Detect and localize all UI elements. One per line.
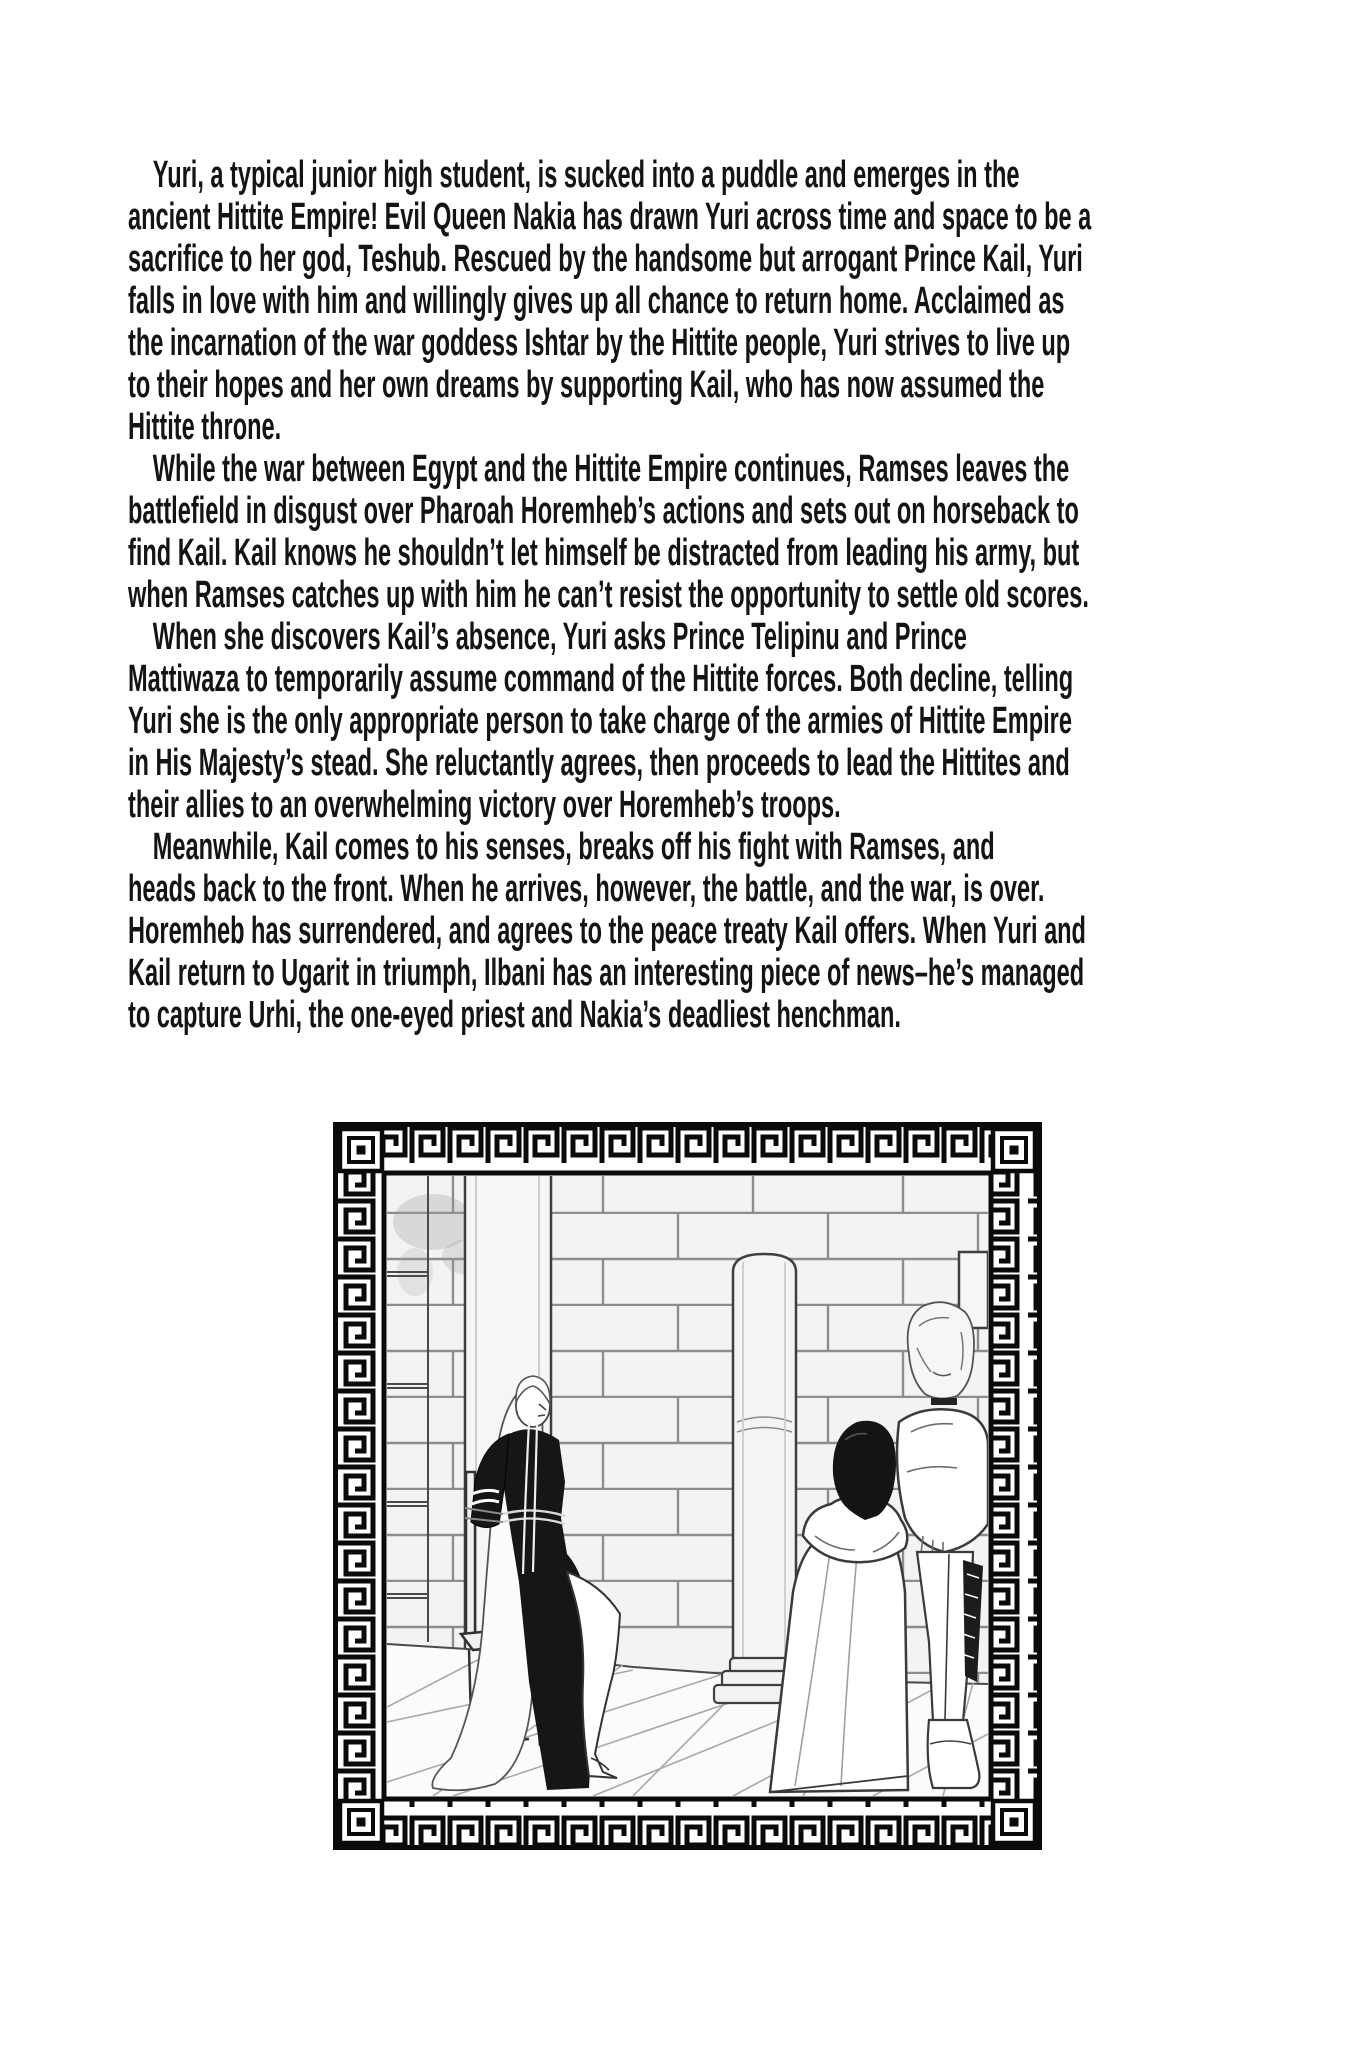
synopsis-line: ancient Hittite Empire! Evil Queen Nakia has drawn Yuri across time and space to be a <box>128 196 1092 238</box>
synopsis-line: to capture Urhi, the one-eyed priest and Nakia’s deadliest henchman. <box>128 994 901 1036</box>
synopsis-line: falls in love with him and willingly gives up all chance to return home. Acclaimed as <box>128 280 1065 322</box>
paragraph <box>128 154 1225 448</box>
synopsis-line: the incarnation of the war goddess Ishtar by the Hittite people, Yuri strives to live up <box>128 322 1071 364</box>
border-corner-ornament <box>340 1801 382 1843</box>
synopsis <box>128 154 1225 1036</box>
synopsis-line: find Kail. Kail knows he shouldn’t let himself be distracted from leading his army, but <box>128 532 1080 574</box>
paragraph <box>128 826 1225 1036</box>
synopsis-line: in His Majesty’s stead. She reluctantly agrees, then proceeds to lead the Hittites and <box>128 742 1070 784</box>
synopsis-line: to their hopes and her own dreams by supporting Kail, who has now assumed the <box>128 364 1045 406</box>
synopsis-line: Hittite throne. <box>128 406 282 448</box>
paragraph <box>128 616 1225 826</box>
manga-illustration <box>333 1122 1042 1850</box>
synopsis-line: Mattiwaza to temporarily assume command of the Hittite forces. Both decline, telling <box>128 658 1074 700</box>
synopsis-line: Meanwhile, Kail comes to his senses, breaks off his fight with Ramses, and <box>152 826 995 868</box>
synopsis-line: sacrifice to her god, Teshub. Rescued by the handsome but arrogant Prince Kail, Yuri <box>128 238 1083 280</box>
framed-manga-panel <box>333 1122 1042 1850</box>
synopsis-line: While the war between Egypt and the Hittite Empire continues, Ramses leaves the <box>152 448 1070 490</box>
border-corner-ornament <box>993 1129 1035 1171</box>
synopsis-line: Yuri she is the only appropriate person to take charge of the armies of Hittite Empire <box>128 700 1072 742</box>
synopsis-line: when Ramses catches up with him he can’t resist the opportunity to settle old scores. <box>128 574 1089 616</box>
synopsis-line: Yuri, a typical junior high student, is sucked into a puddle and emerges in the <box>152 154 1020 196</box>
border-corner-ornament <box>993 1801 1035 1843</box>
shoulder-shawl <box>897 1409 988 1552</box>
synopsis-block <box>128 154 1365 1036</box>
synopsis-line: When she discovers Kail’s absence, Yuri asks Prince Telipinu and Prince <box>152 616 967 658</box>
paragraph <box>128 448 1225 616</box>
synopsis-line: battlefield in disgust over Pharoah Horemheb’s actions and sets out on horseback to <box>128 490 1079 532</box>
synopsis-line: Kail return to Ugarit in triumph, Ilbani has an interesting piece of news–he’s managed <box>128 952 1085 994</box>
border-corner-ornament <box>340 1129 382 1171</box>
synopsis-line: their allies to an overwhelming victory over Horemheb’s troops. <box>128 784 841 826</box>
choker <box>931 1398 957 1405</box>
synopsis-line: heads back to the front. When he arrives, however, the battle, and the war, is over. <box>128 868 1045 910</box>
synopsis-line: Horemheb has surrendered, and agrees to the peace treaty Kail offers. When Yuri and <box>128 910 1086 952</box>
